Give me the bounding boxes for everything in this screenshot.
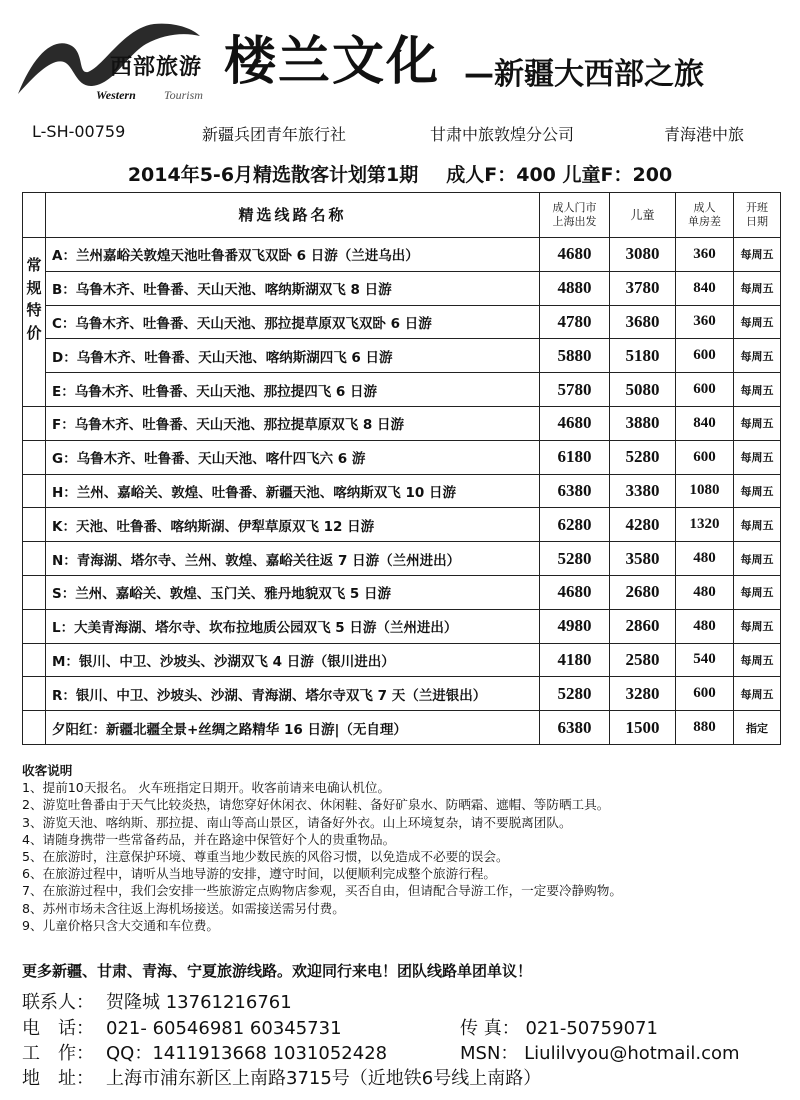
work-label: 工 作：	[22, 1043, 94, 1064]
table-row	[23, 271, 781, 305]
table-row	[23, 373, 781, 407]
child-price-header: 儿童	[610, 193, 676, 238]
route-price-table	[22, 192, 781, 745]
departure-day: 每周五	[734, 271, 781, 305]
adult-price: 4980	[540, 609, 610, 643]
adult-price: 6180	[540, 440, 610, 474]
fax-number: 021-50759071	[525, 1018, 658, 1039]
departure-day: 每周五	[734, 373, 781, 407]
child-price: 5080	[610, 373, 676, 407]
child-price: 3880	[610, 406, 676, 440]
fax-label: 传 真：	[460, 1018, 520, 1039]
agency-qinghai: 青海港中旅	[664, 125, 745, 144]
child-price: 3080	[610, 238, 676, 272]
departure-day: 每周五	[734, 575, 781, 609]
departure-day: 指定	[734, 711, 781, 745]
category-empty-cell	[23, 677, 46, 711]
agency-gansu: 甘肃中旅敦煌分公司	[430, 125, 575, 144]
departure-day: 每周五	[734, 305, 781, 339]
single-supplement: 1320	[676, 508, 734, 542]
adult-price: 4880	[540, 271, 610, 305]
msn-address: Liulilvyou@hotmail.com	[524, 1043, 740, 1064]
logo	[14, 14, 214, 109]
departure-day: 每周五	[734, 677, 781, 711]
note-item: 4、请随身携带一些常备药品，并在路途中保管好个人的贵重物品。	[22, 831, 396, 847]
booking-notes	[22, 762, 782, 934]
single-supplement: 600	[676, 677, 734, 711]
single-supplement: 360	[676, 238, 734, 272]
address-text: 上海市浦东新区上南路3715号（近地铁6号线上南路）	[106, 1068, 542, 1089]
category-empty-cell	[23, 575, 46, 609]
msn-label: MSN：	[460, 1043, 519, 1064]
note-item: 2、游览吐鲁番由于天气比较炎热，请您穿好休闲衣、休闲鞋、备好矿泉水、防晒霜、遮帽、等防晒工具。	[22, 797, 610, 813]
schedule-heading	[0, 160, 800, 187]
route-name: 夕阳红：新疆北疆全景+丝绸之路精华 16 日游|（无自理）	[46, 711, 540, 745]
route-name: L：大美青海湖、塔尔寺、坎布拉地质公园双飞 5 日游（兰州进出）	[46, 609, 540, 643]
category-empty-cell	[23, 542, 46, 576]
category-label: 常 规 特 价	[23, 238, 46, 407]
address-line	[22, 1070, 541, 1088]
page-title: 楼兰文化	[224, 32, 441, 92]
route-name: A：兰州嘉峪关敦煌天池吐鲁番双飞双卧 6 日游（兰进乌出）	[46, 238, 540, 272]
route-name-header: 精选线路名称	[46, 193, 540, 238]
child-price: 3580	[610, 542, 676, 576]
table-row	[23, 440, 781, 474]
table-row	[23, 609, 781, 643]
single-supplement: 600	[676, 373, 734, 407]
promo-text: 更多新疆、甘肃、青海、宁夏旅游线路。欢迎同行来电！团队线路单团单议！	[22, 962, 533, 980]
adult-price: 4680	[540, 406, 610, 440]
table-row	[23, 575, 781, 609]
route-name: C：乌鲁木齐、吐鲁番、天山天池、那拉提草原双飞双卧 6 日游	[46, 305, 540, 339]
table-row	[23, 542, 781, 576]
table-row	[23, 643, 781, 677]
route-name: F：乌鲁木齐、吐鲁番、天山天池、那拉提草原双飞 8 日游	[46, 406, 540, 440]
child-price: 3780	[610, 271, 676, 305]
note-item: 3、游览天池、喀纳斯、那拉提、南山等高山景区，请备好外衣。山上环境复杂，请不要脱离团队。	[22, 814, 572, 830]
table-row	[23, 711, 781, 745]
route-name: H：兰州、嘉峪关、敦煌、吐鲁番、新疆天池、喀纳斯双飞 10 日游	[46, 474, 540, 508]
category-empty-cell	[23, 474, 46, 508]
single-supplement: 600	[676, 339, 734, 373]
adult-price: 4680	[540, 575, 610, 609]
single-supplement: 840	[676, 271, 734, 305]
single-supplement: 840	[676, 406, 734, 440]
agency-xinjiang: 新疆兵团青年旅行社	[202, 125, 347, 144]
notes-title: 收客说明	[22, 763, 73, 778]
child-price: 5280	[610, 440, 676, 474]
fax-line	[460, 1020, 658, 1038]
table-row	[23, 406, 781, 440]
license-number: L-SH-00759	[32, 122, 126, 141]
table-row	[23, 339, 781, 373]
route-name: M：银川、中卫、沙坡头、沙湖双飞 4 日游（银川进出）	[46, 643, 540, 677]
table-row	[23, 508, 781, 542]
category-empty-cell	[23, 440, 46, 474]
single-supplement: 600	[676, 440, 734, 474]
page-subtitle: —新疆大西部之旅	[464, 57, 704, 92]
note-item: 7、在旅游过程中，我们会安排一些旅游定点购物店参观，买否自由，但请配合导游工作，一定要冷静购物。	[22, 883, 622, 899]
msn-line	[460, 1045, 740, 1063]
departure-day: 每周五	[734, 609, 781, 643]
single-supplement: 480	[676, 609, 734, 643]
child-price: 3380	[610, 474, 676, 508]
departure-day: 每周五	[734, 643, 781, 677]
qq-numbers: QQ：1411913668 1031052428	[106, 1043, 388, 1064]
category-empty-cell	[23, 406, 46, 440]
departure-day: 每周五	[734, 474, 781, 508]
adult-price: 4180	[540, 643, 610, 677]
note-item: 1、提前10天报名。 火车班指定日期开。收客前请来电确认机位。	[22, 780, 391, 796]
table-row	[23, 305, 781, 339]
departure-day: 每周五	[734, 508, 781, 542]
note-item: 6、在旅游过程中，请听从当地导游的安排，遵守时间，以便顺利完成整个旅游行程。	[22, 866, 496, 882]
single-supplement: 540	[676, 643, 734, 677]
route-name: R：银川、中卫、沙坡头、沙湖、青海湖、塔尔寺双飞 7 天（兰进银出）	[46, 677, 540, 711]
address-label: 地 址：	[22, 1068, 94, 1089]
contact-person-line	[22, 994, 292, 1012]
adult-price: 5880	[540, 339, 610, 373]
single-supplement: 480	[676, 542, 734, 576]
category-empty-cell	[23, 711, 46, 745]
child-price: 3280	[610, 677, 676, 711]
adult-price: 5280	[540, 677, 610, 711]
category-empty-cell	[23, 508, 46, 542]
logo-text-en-1: Western	[96, 88, 136, 102]
child-price: 1500	[610, 711, 676, 745]
adult-price: 5280	[540, 542, 610, 576]
phone-label: 电 话：	[22, 1018, 94, 1039]
adult-price: 4680	[540, 238, 610, 272]
note-item: 5、在旅游时，注意保护环境、尊重当地少数民族的风俗习惯，以免造成不必要的误会。	[22, 849, 509, 865]
category-empty-cell	[23, 643, 46, 677]
child-price: 4280	[610, 508, 676, 542]
single-supplement: 880	[676, 711, 734, 745]
category-header	[23, 193, 46, 238]
child-price: 2860	[610, 609, 676, 643]
route-name: K：天池、吐鲁番、喀纳斯湖、伊犁草原双飞 12 日游	[46, 508, 540, 542]
logo-text-en-2: Tourism	[164, 88, 203, 102]
departure-header: 开班 日期	[734, 193, 781, 238]
child-price: 2580	[610, 643, 676, 677]
adult-price: 4780	[540, 305, 610, 339]
adult-price-header: 成人门市 上海出发	[540, 193, 610, 238]
route-name: E：乌鲁木齐、吐鲁番、天山天池、那拉提四飞 6 日游	[46, 373, 540, 407]
phone-number: 021- 60546981 60345731	[106, 1018, 342, 1039]
adult-price: 6380	[540, 474, 610, 508]
logo-text-cn: 西部旅游	[110, 55, 203, 80]
schedule-period: 2014年5-6月精选散客计划第1期	[127, 164, 419, 186]
table-row	[23, 238, 781, 272]
note-item: 8、苏州市场未含往返上海机场接送。如需接送需另付费。	[22, 900, 345, 916]
contact-person: 贺隆城 13761216761	[106, 992, 292, 1013]
route-name: N：青海湖、塔尔寺、兰州、敦煌、嘉峪关往返 7 日游（兰州进出）	[46, 542, 540, 576]
child-price: 2680	[610, 575, 676, 609]
adult-price: 6380	[540, 711, 610, 745]
contact-person-label: 联系人：	[22, 992, 94, 1013]
single-supplement-header: 成人 单房差	[676, 193, 734, 238]
note-item: 9、儿童价格只含大交通和车位费。	[22, 917, 219, 933]
route-name: G：乌鲁木齐、吐鲁番、天山天池、喀什四飞六 6 游	[46, 440, 540, 474]
single-supplement: 1080	[676, 474, 734, 508]
child-price: 3680	[610, 305, 676, 339]
table-row	[23, 677, 781, 711]
departure-day: 每周五	[734, 440, 781, 474]
fuel-surcharge: 成人F：400 儿童F：200	[446, 164, 673, 186]
departure-day: 每周五	[734, 542, 781, 576]
departure-day: 每周五	[734, 238, 781, 272]
table-row	[23, 474, 781, 508]
child-price: 5180	[610, 339, 676, 373]
route-name: B：乌鲁木齐、吐鲁番、天山天池、喀纳斯湖双飞 8 日游	[46, 271, 540, 305]
single-supplement: 360	[676, 305, 734, 339]
adult-price: 6280	[540, 508, 610, 542]
phone-line	[22, 1020, 342, 1038]
work-line	[22, 1045, 387, 1063]
adult-price: 5780	[540, 373, 610, 407]
departure-day: 每周五	[734, 406, 781, 440]
departure-day: 每周五	[734, 339, 781, 373]
route-name: S：兰州、嘉峪关、敦煌、玉门关、雅丹地貌双飞 5 日游	[46, 575, 540, 609]
single-supplement: 480	[676, 575, 734, 609]
route-name: D：乌鲁木齐、吐鲁番、天山天池、喀纳斯湖四飞 6 日游	[46, 339, 540, 373]
table-header-row	[23, 193, 781, 238]
category-empty-cell	[23, 609, 46, 643]
